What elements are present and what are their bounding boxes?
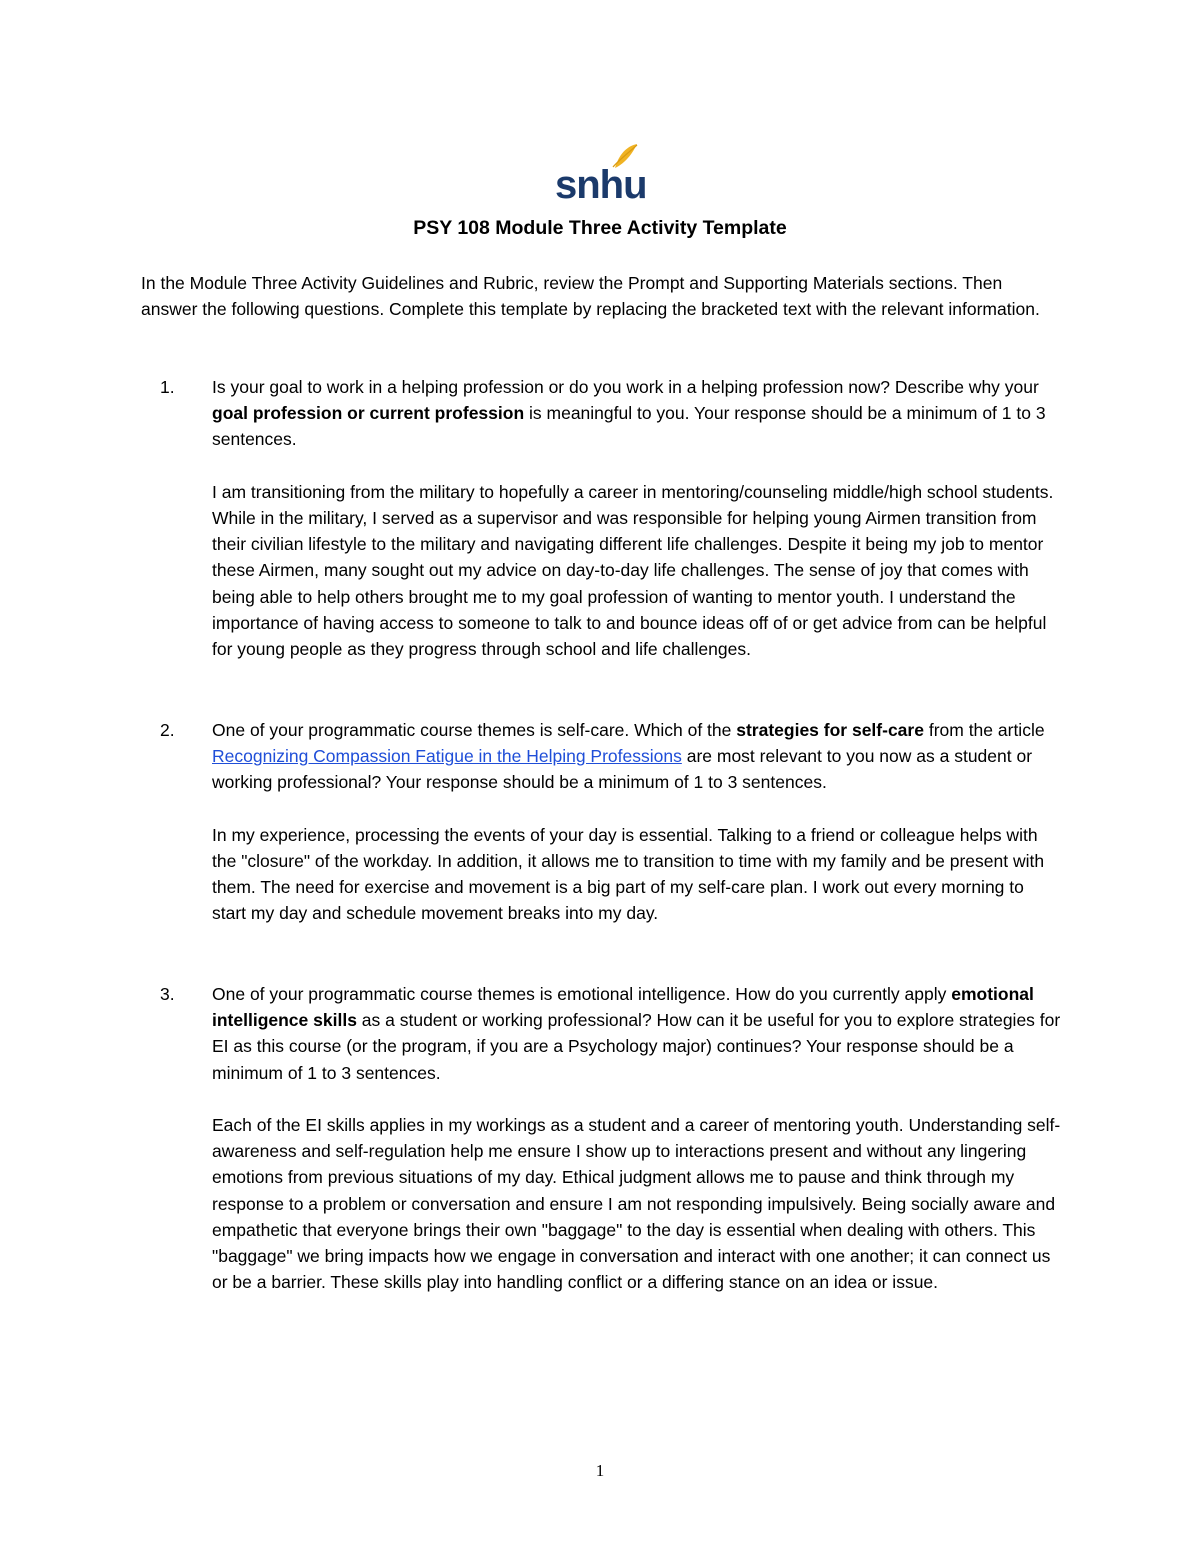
question-number: 3. [160,984,175,1004]
question-number: 1. [160,377,175,397]
question-1 [141,374,1061,662]
question-prompt [212,374,1061,453]
question-number: 2. [160,720,175,740]
prompt-text: One of your programmatic course themes is emotional intelligence. How do you currently apply [212,984,952,1004]
page-number: 1 [595,1461,605,1480]
intro-paragraph [141,270,1061,322]
question-prompt [212,981,1061,1086]
prompt-text: One of your programmatic course themes is self-care. Which of the [212,720,737,740]
article-link[interactable]: Recognizing Compassion Fatigue in the Helping Professions [212,746,682,767]
prompt-text: is meaningful to you. Your response should be a minimum of 1 to 3 sentences. [212,403,1046,450]
question-prompt [212,717,1061,796]
prompt-text: as a student or working professional? How can it be useful for you to explore strategies for EI as this course (or the program, if you are a Psychology major) continues? Your response should be a minimum of 1 to 3 sentences. [212,1010,1061,1083]
question-2 [141,717,1061,927]
answer-text: In my experience, processing the events of your day is essential. Talking to a friend or colleague helps with the "closure" of the workday. In addition, it allows me to transition to time with my family and be present with them. The need for exercise and movement is a big part of my self-care plan. I work out every morning to start my day and schedule movement breaks into my day. [212,824,1045,924]
prompt-text: from the article [923,720,1045,740]
logo-text: snhu [555,163,647,207]
prompt-bold-text: goal profession or current profession [212,403,525,424]
leaf-icon [553,140,648,210]
prompt-text: are most relevant to you now as a student or working professional? Your response should be a minimum of 1 to 3 sentences. [212,746,1033,793]
intro-text: In the Module Three Activity Guidelines and Rubric, review the Prompt and Supporting Materials sections. Then answer the following questions. Complete this template by replacing the bracketed text with the relevant information. [141,273,1040,320]
prompt-text: Is your goal to work in a helping profession or do you work in a helping profession now? Describe why your [212,377,1039,397]
document-title: PSY 108 Module Three Activity Template [413,217,787,239]
prompt-bold-text: emotional intelligence skills [212,984,1034,1031]
snhu-logo [553,140,648,210]
question-3 [141,981,1061,1295]
prompt-bold-text: strategies for self-care [736,720,924,740]
answer-text: I am transitioning from the military to hopefully a career in mentoring/counseling middle/high school students. While in the military, I served as a supervisor and was responsible for helping young Airmen transition from their civilian lifestyle to the military and navigating different life challenges. Despite it being my job to mentor these Airmen, many sought out my advice on day-to-day life challenges. The sense of joy that comes with being able to help others brought me to my goal profession of wanting to mentor youth. I understand the importance of having access to someone to talk to and bounce ideas off of or get advice from can be helpful for young people as they progress through school and life challenges. [212,481,1054,660]
answer-text: Each of the EI skills applies in my workings as a student and a career of mentoring youth. Understanding self-awareness and self-regulation help me ensure I show up to interactions present and without any lingering emotions from previous situations of my day. Ethical judgment allows me to pause and think through my response to a problem or conversation and ensure I am not responding impulsively. Being socially aware and empathetic that everyone brings their own "baggage" to the day is essential when dealing with others. This "baggage" we bring impacts how we engage in conversation and interact with one another; it can connect us or be a barrier. These skills play into handling conflict or a differing stance on an idea or issue. [212,1115,1061,1293]
